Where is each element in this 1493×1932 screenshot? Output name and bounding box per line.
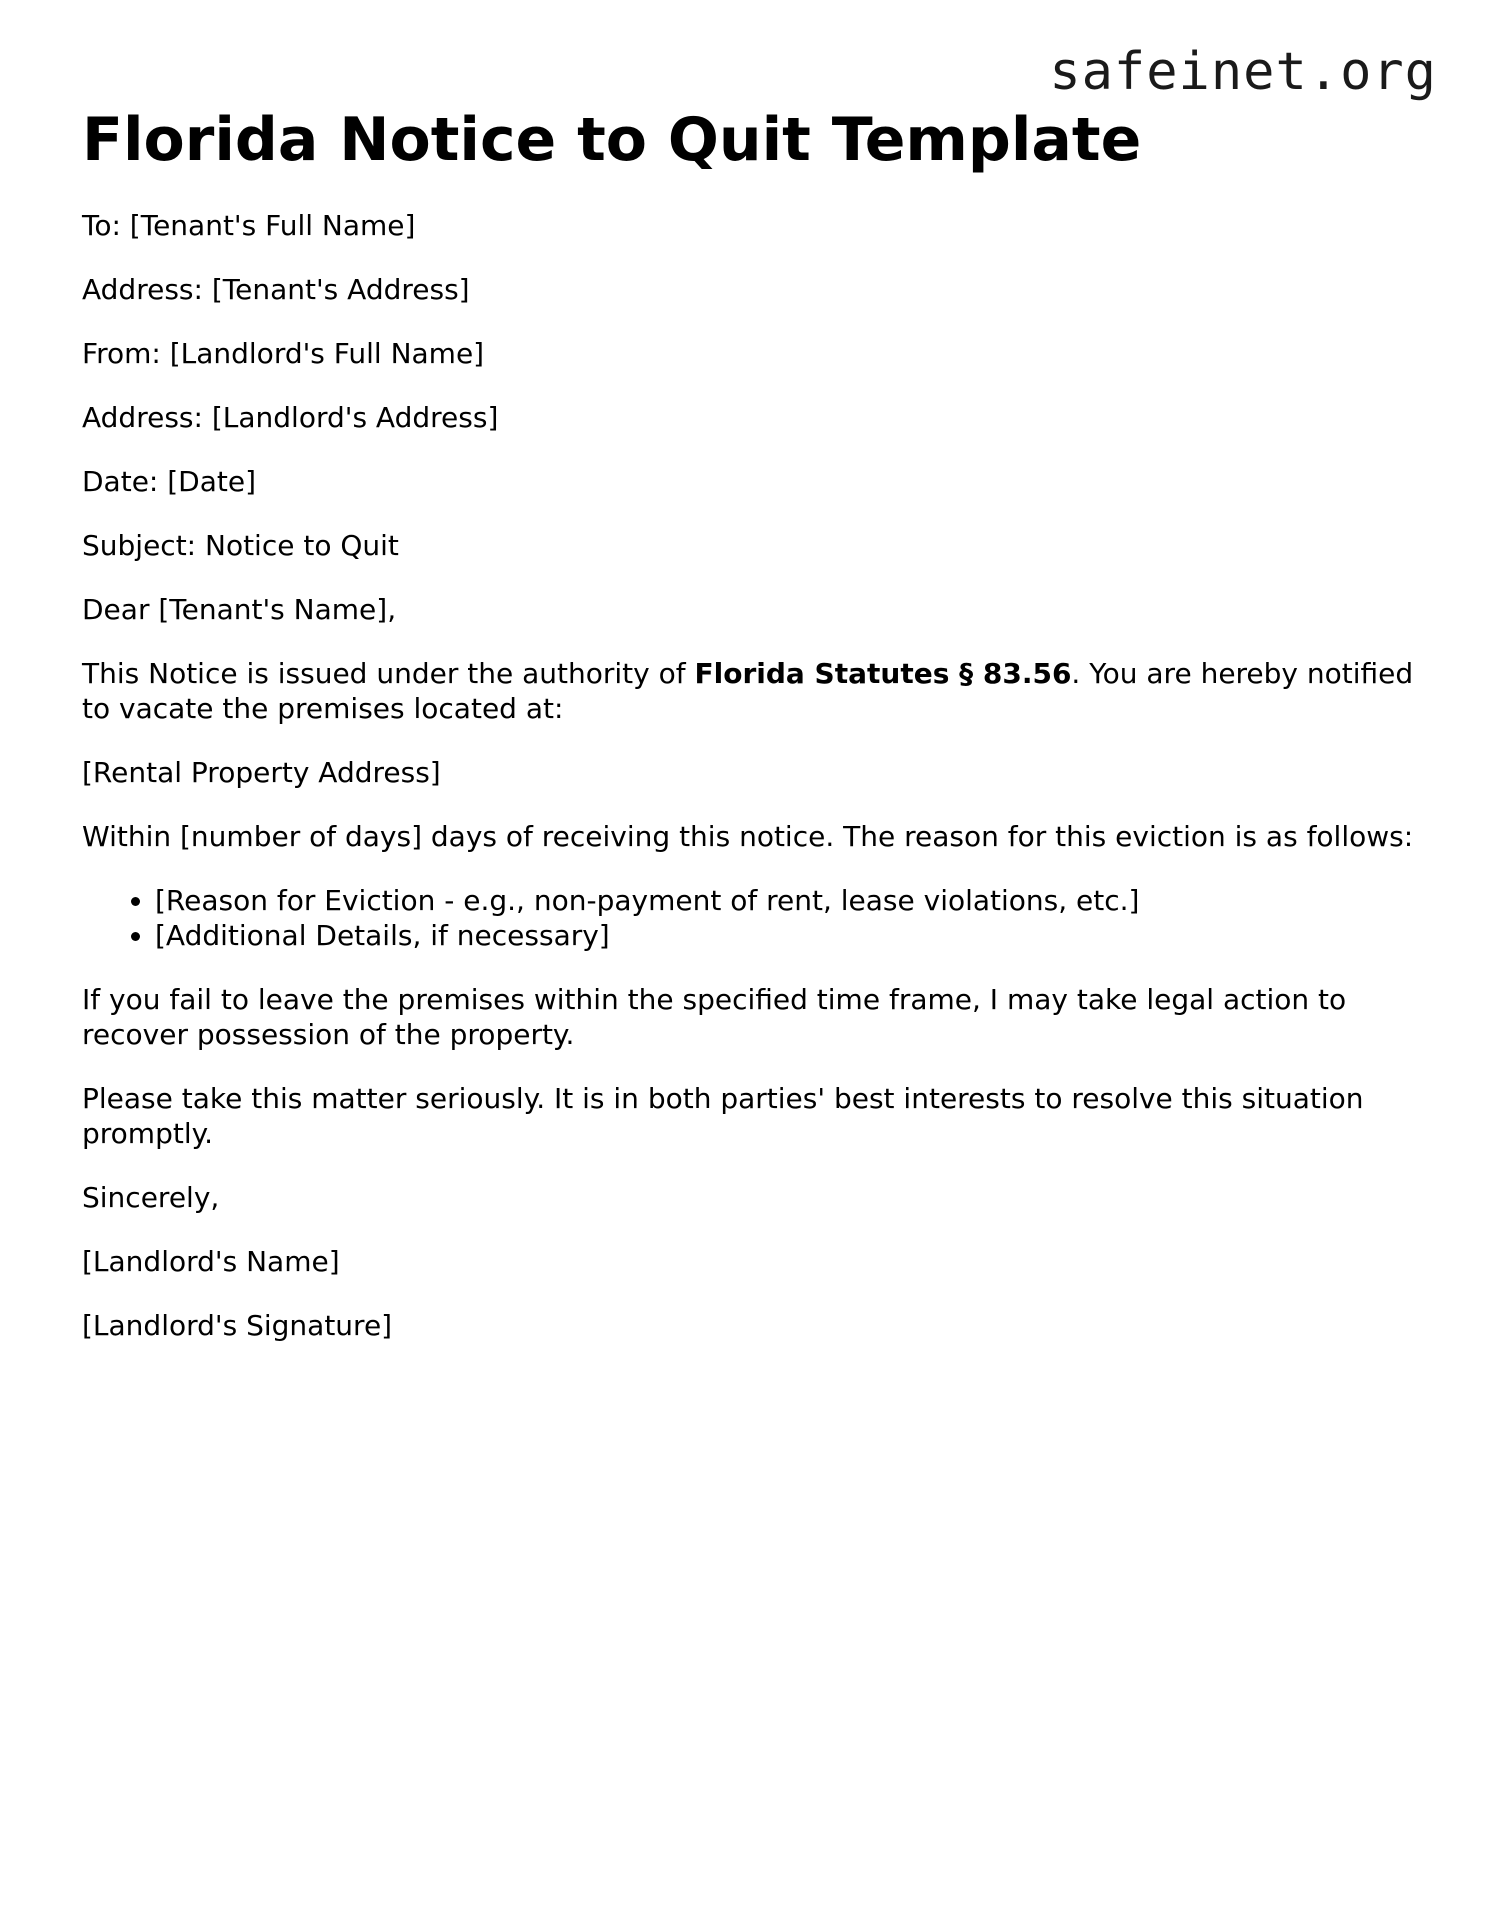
subject-line: Subject: Notice to Quit [82, 529, 399, 562]
authority-paragraph [82, 656, 1422, 726]
list-item: • [Additional Details, if necessary] [155, 918, 1422, 953]
landlord-address-line: Address: [Landlord's Address] [82, 401, 499, 434]
landlord-signature: [Landlord's Signature] [82, 1309, 393, 1342]
watermark-text: safeinet.org [1049, 42, 1437, 102]
tenant-address-line: Address: [Tenant's Address] [82, 273, 470, 306]
to-line: To: [Tenant's Full Name] [82, 209, 416, 242]
document-title: Florida Notice to Quit Template [82, 105, 1142, 175]
property-address: [Rental Property Address] [82, 756, 441, 789]
list-item: • [Reason for Eviction - e.g., non-payment of rent, lease violations, etc.] [155, 883, 1422, 918]
failure-warning-paragraph: If you fail to leave the premises within the specified time frame, I may take legal action to recover possession of the property. [82, 983, 1347, 1051]
landlord-name: [Landlord's Name] [82, 1245, 340, 1278]
within-days-paragraph: Within [number of days] days of receiving this notice. The reason for this eviction is as follows: [82, 820, 1414, 853]
document-body [82, 104, 1422, 1372]
from-line: From: [Landlord's Full Name] [82, 337, 485, 370]
reasons-list [82, 883, 1422, 953]
statute-reference: Florida Statutes § 83.56 [694, 657, 1072, 690]
closing: Sincerely, [82, 1181, 220, 1214]
salutation: Dear [Tenant's Name], [82, 593, 397, 626]
please-note-paragraph: Please take this matter seriously. It is in both parties' best interests to resolve this situation promptly. [82, 1082, 1364, 1150]
date-line: Date: [Date] [82, 465, 257, 498]
authority-post-text: . You are hereby notified to vacate the premises located at: [82, 657, 1414, 725]
authority-pre-text: This Notice is issued under the authority of [82, 657, 695, 690]
